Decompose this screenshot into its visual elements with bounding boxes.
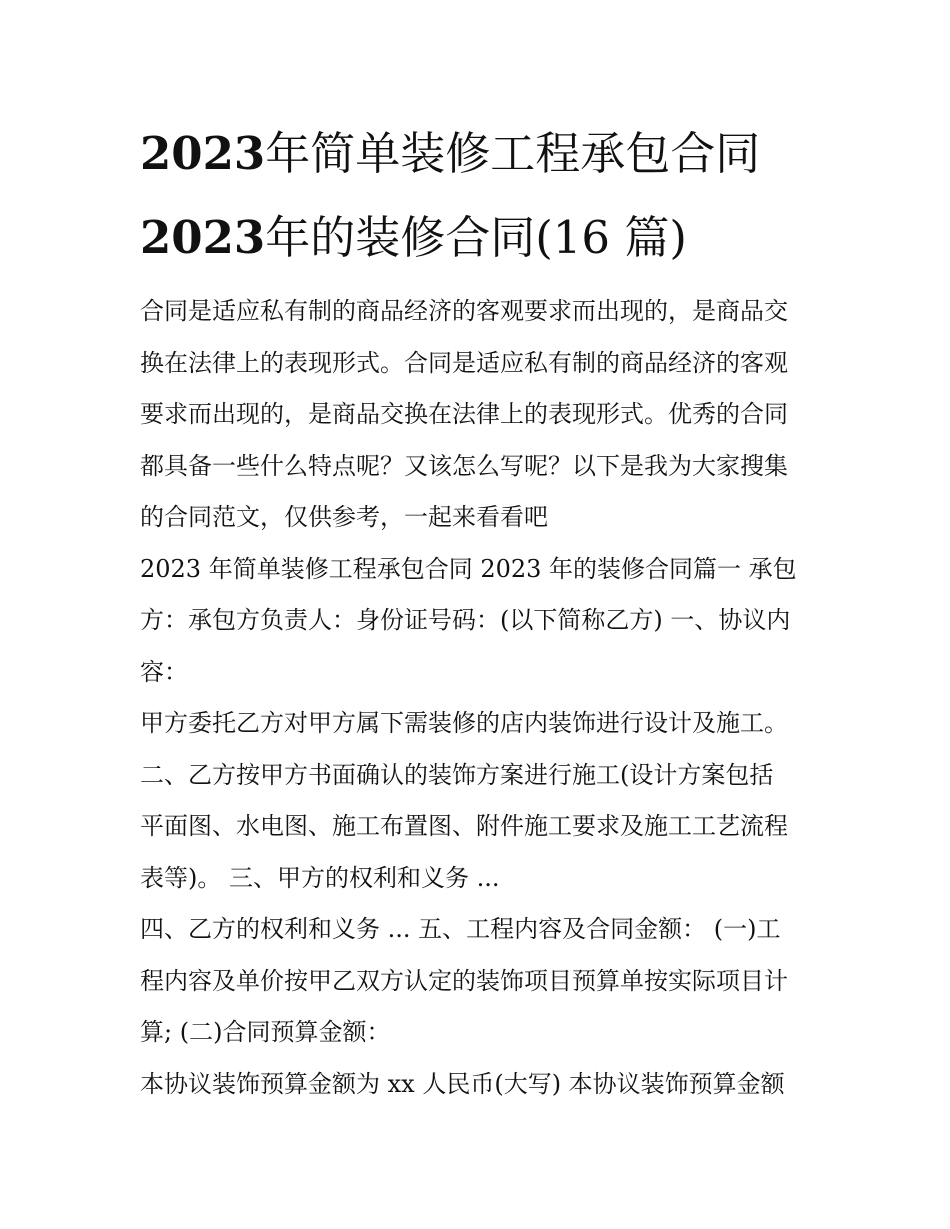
- text-line: 四、乙方的权利和义务 ... 五、工程内容及合同金额： (一)工: [140, 915, 781, 943]
- text-line: 要求而出现的，是商品交换在法律上的表现形式。优秀的合同: [140, 400, 788, 428]
- paragraph-intro: [140, 286, 820, 544]
- text-line: 的合同范文，仅供参考，一起来看看吧: [140, 503, 548, 531]
- text-line: 算; (二)合同预算金额：: [140, 1018, 391, 1046]
- paragraph-budget: [140, 1059, 820, 1111]
- text-line: 本协议装饰预算金额为 xx 人民币(大写) 本协议装饰预算金额: [140, 1069, 785, 1098]
- text-line: 换在法律上的表现形式。合同是适应私有制的商品经济的客观: [140, 348, 788, 377]
- document-body: [140, 286, 820, 1110]
- text-line: 都具备一些什么特点呢？又该怎么写呢？以下是我为大家搜集: [140, 451, 788, 480]
- title-text: 年的装修合同(16 篇): [265, 211, 687, 264]
- document-page: [140, 112, 820, 1110]
- title-line-1: [140, 112, 820, 196]
- text-line: 方：承包方负责人：身份证号码：(以下简称乙方) 一、协议内: [140, 606, 791, 634]
- title-year: 2023: [140, 127, 266, 180]
- text-line: 程内容及单价按甲乙双方认定的装饰项目预算单按实际项目计: [140, 966, 788, 995]
- text-line: 合同是适应私有制的商品经济的客观要求而出现的，是商品交: [140, 297, 788, 325]
- text-line: 容：: [140, 657, 188, 686]
- text-line: 2023 年简单装修工程承包合同 2023 年的装修合同篇一 承包: [140, 554, 797, 583]
- paragraph-amount: [140, 904, 820, 1059]
- paragraph-contract-heading: [140, 544, 820, 699]
- title-text: 年简单装修工程承包合同: [265, 127, 761, 180]
- text-line: 表等)。 三、甲方的权利和义务 ...: [140, 863, 500, 892]
- document-title: [140, 112, 820, 280]
- title-year: 2023: [140, 211, 266, 264]
- title-line-2: [140, 196, 820, 280]
- text-line: 平面图、水电图、施工布置图、附件施工要求及施工工艺流程: [140, 812, 788, 840]
- text-line: 二、乙方按甲方书面确认的装饰方案进行施工(设计方案包括: [140, 760, 774, 789]
- text-line: 甲方委托乙方对甲方属下需装修的店内装饰进行设计及施工。: [140, 709, 788, 737]
- paragraph-scope: [140, 698, 820, 904]
